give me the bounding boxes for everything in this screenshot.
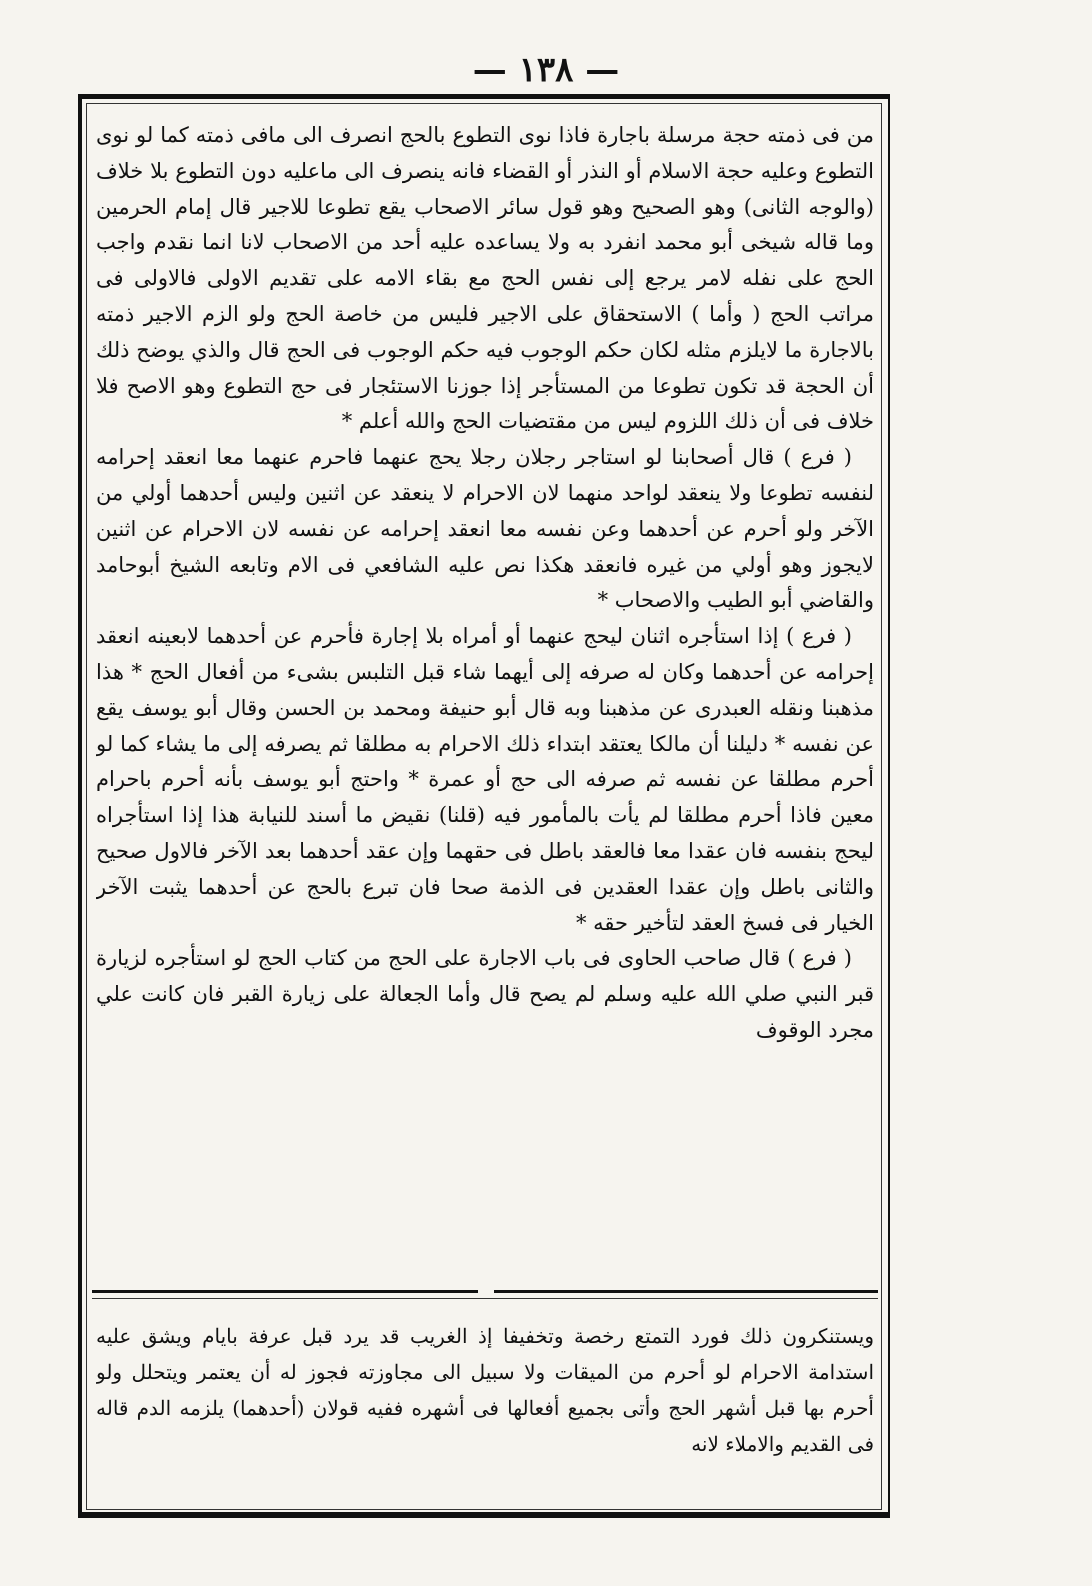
footnote-text-block [96,1318,874,1498]
paragraph-far-3: ( فرع ) قال صاحب الحاوى فى باب الاجارة على الحج من كتاب الحج لو استأجره لزيارة قبر النبي صلي الله عليه وسلم لم يصح قال وأما الجعالة على زيارة القبر فان كانت علي مجرد الوقوف [96,946,874,1042]
footnote-paragraph: ويستنكرون ذلك فورد التمتع رخصة وتخفيفا إذ الغريب قد يرد قبل عرفة بايام ويشق عليه استدامة الاحرام لو أحرم من الميقات ولا سبيل الى مجاوزته فجوز له أن يعتمر ويتحلل ولو أحرم بها قبل أشهر الحج وأتى بجميع أفعالها فى أشهره ففيه قولان (أحدهما) يلزمه الدم قاله فى القديم والاملاء لانه [96,1324,874,1456]
page-number: — ١٣٨ — [472,50,620,90]
footnote-separator [92,1290,878,1304]
main-text-block [96,118,874,1278]
paragraph-continuation: من فى ذمته حجة مرسلة باجارة فاذا نوى التطوع بالحج انصرف الى مافى ذمته كما لو نوى التطوع وعليه حجة الاسلام أو النذر أو القضاء فانه ينصرف الى ماعليه دون التطوع بلا خلاف (والوجه الثانى) وهو الصحيح وهو قول سائر الاصحاب يقع تطوعا للاجير قال إمام الحرمين وما قاله شيخى أبو محمد انفرد به ولا يساعده عليه أحد من الاصحاب لانا انما نقدم واجب الحج على نفله لامر يرجع إلى نفس الحج مع بقاء الامه على تقديم الاولى فالاولى فى مراتب الحج ( وأما ) الاستحقاق على الاجير فليس من خاصة الحج ولو الزم الاجير ذمته بالاجارة ما لايلزم مثله لكان حكم الوجوب فيه حكم الوجوب فى الحج قال والذي يوضح ذلك أن الحجة قد تكون تطوعا من المستأجر إذا جوزنا الاستئجار فى حج التطوع وهو الاصح فلا خلاف فى أن ذلك اللزوم ليس من مقتضيات الحج والله أعلم * [96,123,874,434]
paragraph-far-2: ( فرع ) إذا استأجره اثنان ليحج عنهما أو أمراه بلا إجارة فأحرم عن أحدهما لابعينه انعقد إحرامه عن أحدهما وكان له صرفه إلى أيهما شاء قبل التلبس بشىء من أفعال الحج * هذا مذهبنا ونقله العبدرى عن مذهبنا وبه قال أبو حنيفة ومحمد بن الحسن وقال أبو يوسف يقع عن نفسه * دليلنا أن مالكا يعتقد ابتداء ذلك الاحرام به مطلقا ثم يصرفه إلى ما يشاء كما لو أحرم مطلقا عن نفسه ثم صرفه الى حج أو عمرة * واحتج أبو يوسف بأنه أحرم باحرام معين فاذا أحرم مطلقا لم يأت بالمأمور فيه (قلنا) نقيض ما أسند للنيابة هذا إذا استأجراه ليحج بنفسه فان عقدا معا فالعقد باطل فى حقهما وإن عقد أحدهما بعد الآخر فالاول صحيح والثانى باطل وإن عقدا العقدين فى الذمة صحا فان تبرع بالحج عن أحدهما يثبت الآخر الخيار فى فسخ العقد لتأخير حقه * [96,624,874,935]
paragraph-far-1: ( فرع ) قال أصحابنا لو استاجر رجلان رجلا يحج عنهما فاحرم عنهما معا انعقد إحرامه لنفسه تطوعا ولا ينعقد لواحد منهما لان الاحرام لا ينعقد عن اثنين وليس أحدهما أولي من الآخر ولو أحرم عن أحدهما وعن نفسه معا انعقد إحرامه عن نفسه لان الاحرام عن اثنين لايجوز وهو أولي من غيره فانعقد هكذا نص عليه الشافعي فى الام وتابعه الشيخ أبوحامد والقاضي أبو الطيب والاصحاب * [96,445,874,613]
